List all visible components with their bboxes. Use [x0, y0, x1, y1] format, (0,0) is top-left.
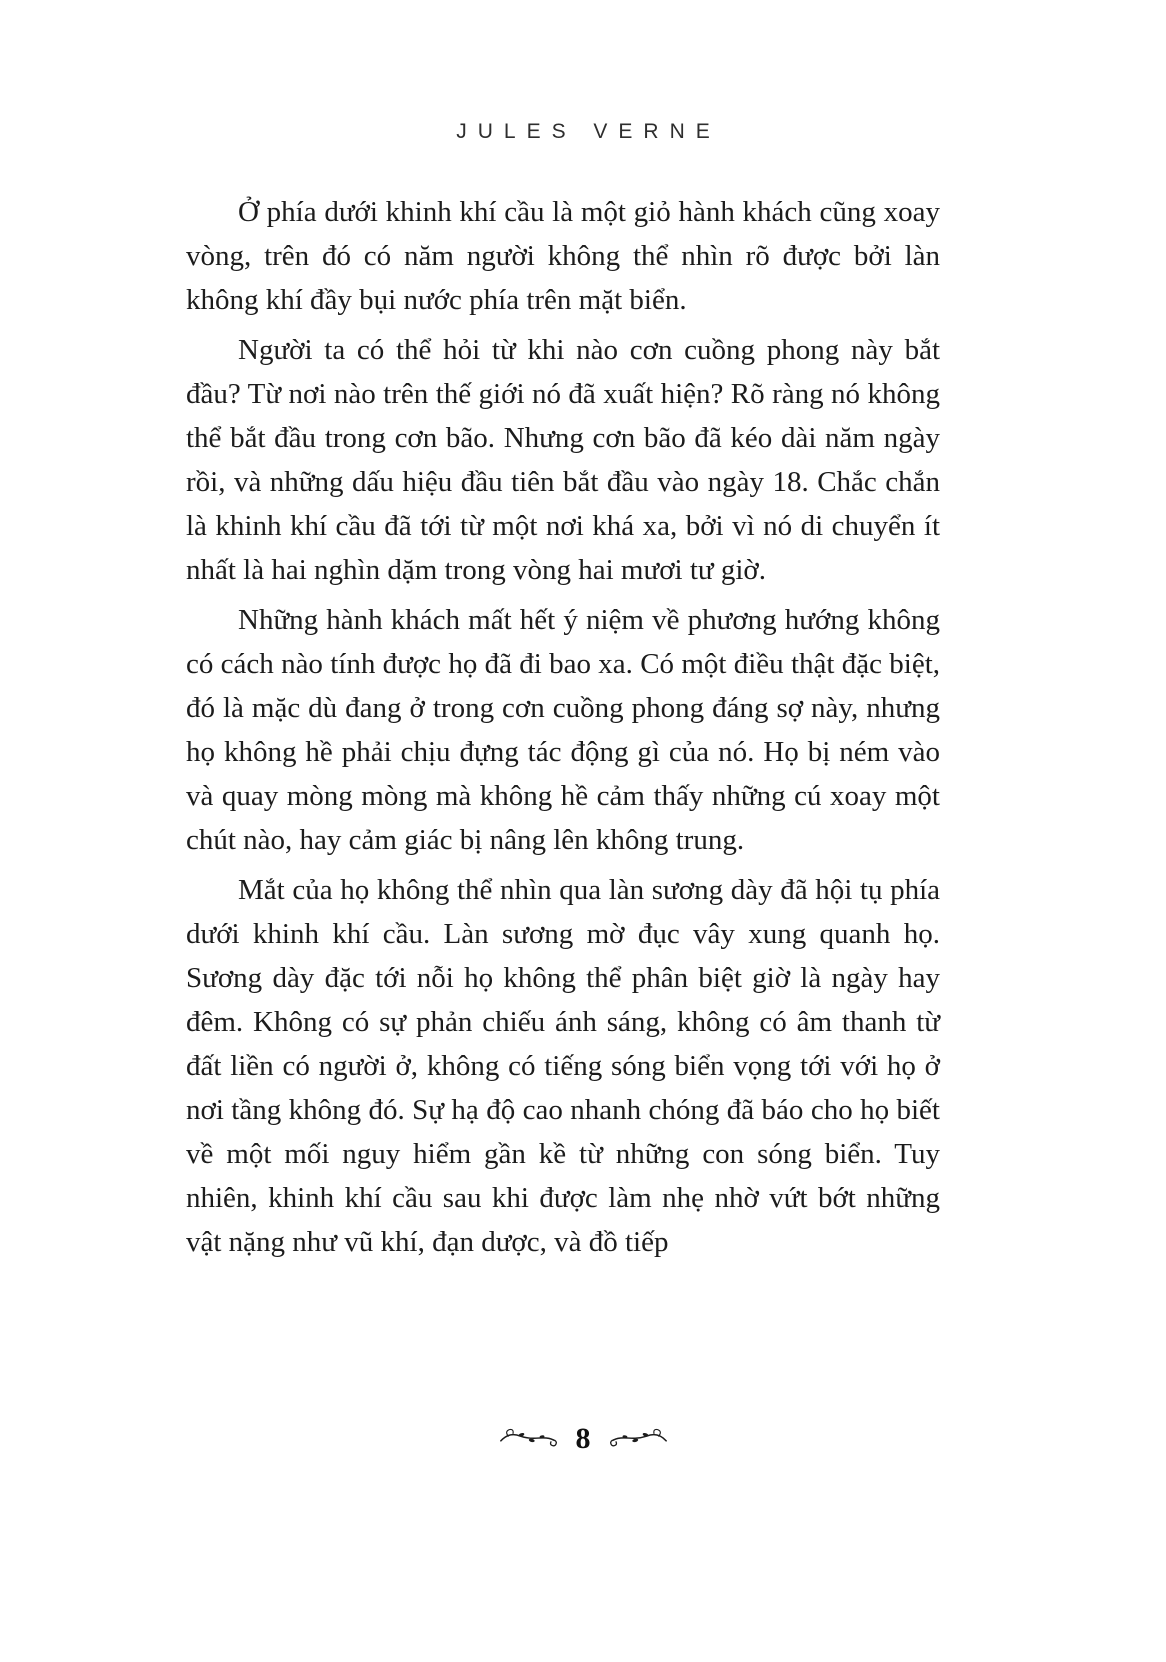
page-footer: [0, 1424, 1166, 1454]
vine-flourish-left-icon: [498, 1428, 558, 1450]
paragraph: Ở phía dưới khinh khí cầu là một giỏ hành khách cũng xoay vòng, trên đó có năm người không thể nhìn rõ được bởi làn không khí đầy bụi nước phía trên mặt biển.: [186, 196, 940, 316]
paragraph: Người ta có thể hỏi từ khi nào cơn cuồng phong này bắt đầu? Từ nơi nào trên thế giới nó đã xuất hiện? Rõ ràng nó không thể bắt đầu trong cơn bão. Nhưng cơn bão đã kéo dài năm ngày rồi, và những dấu hiệu đầu tiên bắt đầu vào ngày 18. Chắc chắn là khinh khí cầu đã tới từ một nơi khá xa, bởi vì nó di chuyển ít nhất là hai nghìn dặm trong vòng hai mươi tư giờ.: [186, 334, 940, 586]
page-number: 8: [575, 1422, 591, 1455]
paragraph: Mắt của họ không thể nhìn qua làn sương dày đã hội tụ phía dưới khinh khí cầu. Làn sương mờ đục vây xung quanh họ. Sương dày đặc tới nỗi họ không thể phân biệt giờ là ngày hay đêm. Không có sự phản chiếu ánh sáng, không có âm thanh từ đất liền có người ở, không có tiếng sóng biển vọng tới với họ ở nơi tầng không đó. Sự hạ độ cao nhanh chóng đã báo cho họ biết về một mối nguy hiểm gần kề từ những con sóng biển. Tuy nhiên, khinh khí cầu sau khi được làm nhẹ nhờ vứt bớt những vật nặng như vũ khí, đạn dược, và đồ tiếp: [186, 874, 940, 1258]
paragraph: Những hành khách mất hết ý niệm về phương hướng không có cách nào tính được họ đã đi bao xa. Có một điều thật đặc biệt, đó là mặc dù đang ở trong cơn cuồng phong đáng sợ này, nhưng họ không hề phải chịu đựng tác động gì của nó. Họ bị ném vào và quay mòng mòng mà không hề cảm thấy những cú xoay một chút nào, hay cảm giác bị nâng lên không trung.: [186, 604, 940, 856]
running-head-author: JULES VERNE: [456, 120, 721, 143]
vine-flourish-right-icon: [609, 1428, 669, 1450]
page-body: [186, 190, 940, 1270]
